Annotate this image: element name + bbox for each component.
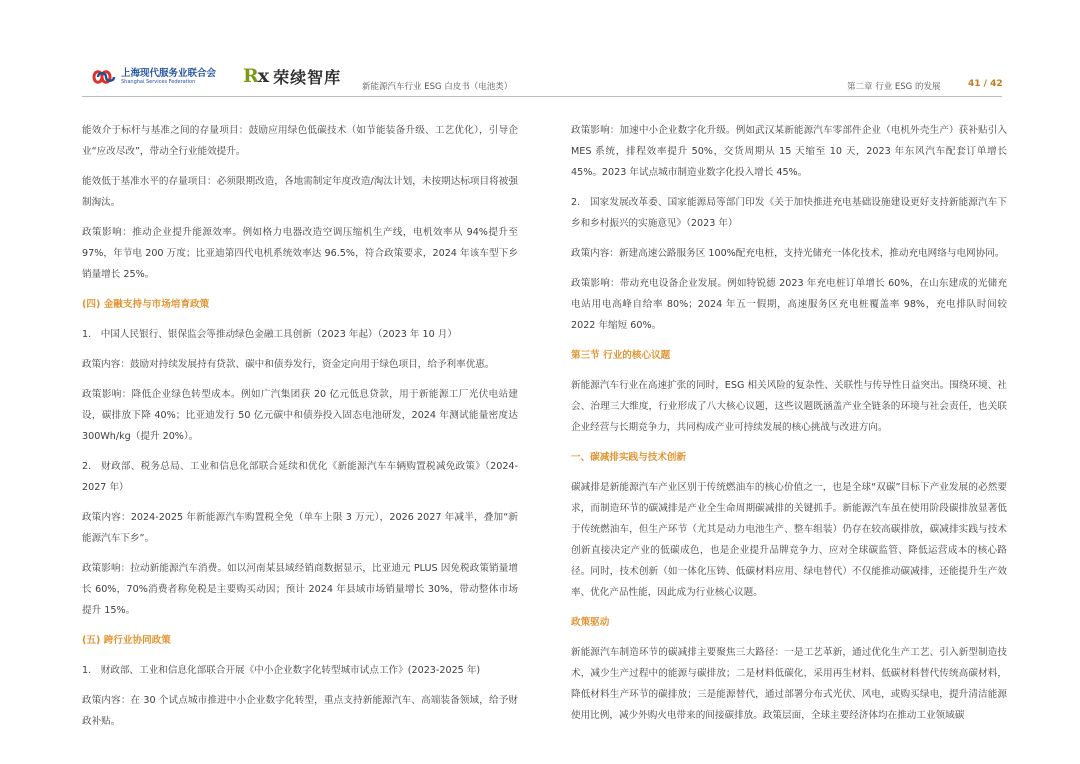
paragraph: 政策内容：2024-2025 年新能源汽车购置税全免（单车上限 3 万元），2026 2027 年减半，叠加“新能源汽车下乡”。	[82, 512, 518, 544]
section-heading: 第三节 行业的核心议题	[571, 350, 671, 361]
paragraph: 政策内容：鼓励对持续发展持有贷款、碳中和债券发行，资金定向用于绿色项目，给予利率优惠。	[82, 359, 495, 370]
paragraph: 政策影响：带动充电设备企业发展。例如特锐德 2023 年充电桩订单增长 60%，在山东建成的光储充电站用电高峰自给率 80%；2024 年五一假期，高速服务区充电桩覆盖率 98%，充电排队时间较 2022 年缩短 60%。	[571, 278, 1007, 331]
paragraph: 政策内容：在 30 个试点城市推进中小企业数字化转型，重点支持新能源汽车、高端装备领域，给予财政补贴。	[82, 695, 518, 727]
document-title: 新能源汽车行业 ESG 白皮书（电池类）	[362, 82, 513, 92]
paragraph: 能效低于基准水平的存量项目：必须限期改造，各地需制定年度改造/淘汰计划，未按期达标项目将被强制淘汰。	[82, 176, 518, 208]
federation-name-en: Shanghai Services Federation	[121, 79, 196, 86]
paragraph: 新能源汽车行业在高速扩张的同时，ESG 相关风险的复杂性、关联性与传导性日益突出。围绕环境、社会、治理三大维度，行业形成了八大核心议题，这些议题既涵盖产业全链条的环境与社会责任，也关联企业经营与长期竞争力，共同构成产业可持续发展的核心挑战与改进方向。	[571, 380, 1007, 433]
paragraph: 新能源汽车制造环节的碳减排主要聚焦三大路径：一是工艺革新，通过优化生产工艺、引入新型制造技术，减少生产过程中的能源与碳排放；二是材料低碳化，采用再生材料、低碳材料替代传统高碳材料，降低材料生产环节的碳排放；三是能源替代，通过部署分布式光伏、风电，或购买绿电，提升清洁能源使用比例，减少外购火电带来的间接碳排放。政策层面，全球主要经济体均在推动工业领域碳	[571, 647, 1007, 721]
federation-logo	[90, 66, 240, 88]
paragraph: 2. 财政部、税务总局、工业和信息化部联合延续和优化《新能源汽车车辆购置税减免政策》（2024-2027 年）	[82, 461, 518, 493]
section-heading: 政策驱动	[571, 617, 610, 628]
paragraph: 碳减排是新能源汽车产业区别于传统燃油车的核心价值之一，也是全球“双碳”目标下产业发展的必然要求，而制造环节的碳减排是产业全生命周期碳减排的关键抓手。新能源汽车虽在使用阶段碳排放显著低于传统燃油车，但生产环节（尤其是动力电池生产、整车组装）仍存在较高碳排放，碳减排实践与技术创新直接决定产业的低碳成色，也是企业提升品牌竞争力、应对全球碳监管、降低运营成本的核心路径。同时，技术创新（如一体化压铸、低碳材料应用、绿电替代）不仅能推动碳减排，还能提升生产效率、优化产品性能，因此成为行业核心议题。	[571, 482, 1007, 598]
section-heading: (五) 跨行业协同政策	[82, 635, 171, 646]
page-header	[0, 0, 1080, 110]
chapter-title: 第二章 行业 ESG 的发展	[847, 82, 941, 92]
paragraph: 政策内容：新建高速公路服务区 100%配充电桩，支持光储充一体化技术，推动充电网络与电网协同。	[571, 248, 1005, 259]
right-column	[571, 120, 1007, 735]
federation-emblem-icon	[90, 67, 116, 87]
paragraph: 政策影响：降低企业绿色转型成本。例如广汽集团获 20 亿元低息贷款，用于新能源工厂光伏电站建设，碳排放下降 40%；比亚迪发行 50 亿元碳中和债券投入固态电池研发，2024 年测试能量密度达 300Wh/kg（提升 20%）。	[82, 389, 518, 442]
section-heading: 一、碳减排实践与技术创新	[571, 452, 687, 463]
paragraph: 政策影响：加速中小企业数字化升级。例如武汉某新能源汽车零部件企业（电机外壳生产）获补贴引入 MES 系统，排程效率提升 50%，交货周期从 15 天缩至 10 天，2023 年东风汽车配套订单增长 45%。2023 年试点城市制造业数字化投入增长 45%。	[571, 125, 1007, 178]
left-column	[82, 120, 518, 741]
paragraph: 1. 财政部、工业和信息化部联合开展《中小企业数字化转型城市试点工作》(2023-2025 年)	[82, 665, 481, 676]
paragraph: 能效介于标杆与基准之间的存量项目：鼓励应用绿色低碳技术（如节能装备升级、工艺优化），引导企业“应改尽改”，带动全行业能效提升。	[82, 125, 518, 157]
brand-mark: Rx	[243, 64, 269, 87]
section-heading: (四) 金融支持与市场培育政策	[82, 299, 210, 310]
paragraph: 政策影响：拉动新能源汽车消费。如以河南某县域经销商数据显示，比亚迪元 PLUS 因免税政策销量增长 60%，70%消费者称免税是主要购买动因；预计 2024 年县域市场销量增长 30%，带动整体市场提升 15%。	[82, 563, 518, 616]
paragraph: 2. 国家发展改革委、国家能源局等部门印发《关于加快推进充电基础设施建设更好支持新能源汽车下乡和乡村振兴的实施意见》（2023 年）	[571, 197, 1007, 229]
paragraph: 1. 中国人民银行、银保监会等推动绿色金融工具创新（2023 年起）（2023 年 10 月）	[82, 329, 457, 340]
think-tank-logo	[243, 64, 341, 88]
page-number: 41 / 42	[968, 79, 1003, 89]
brand-name: 荣续智库	[273, 67, 342, 87]
header-divider	[82, 96, 1002, 97]
federation-name: 上海现代服务业联合会	[121, 67, 217, 79]
paragraph: 政策影响：推动企业提升能源效率。例如格力电器改造空调压缩机生产线，电机效率从 94%提升至 97%，年节电 200 万度；比亚迪第四代电机系统效率达 96.5%，符合政策要求，2024 年该车型下乡销量增长 25%。	[82, 227, 518, 280]
